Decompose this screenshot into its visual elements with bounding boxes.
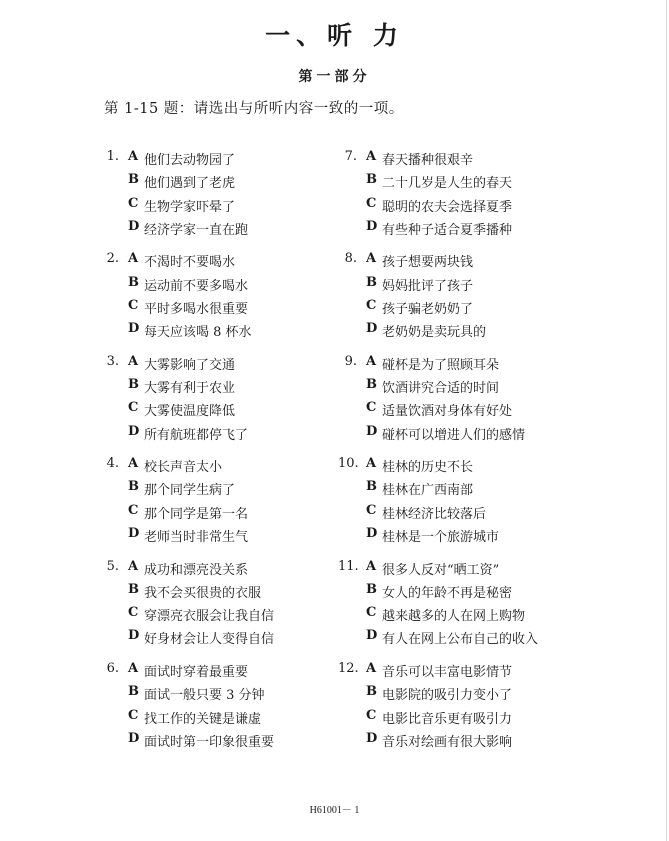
option-letter: D: [128, 526, 140, 542]
option-letter: C: [366, 195, 377, 211]
option-text: 面试时穿着最重要: [144, 664, 249, 680]
option-text: 面试时第一印象很重要: [144, 734, 275, 750]
option-text: 春天播种很艰辛: [382, 153, 474, 168]
option-letter: D: [366, 526, 378, 542]
question-item: [338, 559, 598, 661]
option-letter: A: [366, 660, 377, 676]
option-text: 我不会买很贵的衣服: [144, 585, 262, 601]
option-text: 很多人反对“晒工资”: [382, 562, 500, 578]
option-letter: D: [128, 730, 140, 746]
option-text: 大雾有利于农业: [144, 381, 236, 397]
questions-left-column: [100, 149, 360, 763]
question-item: [338, 661, 598, 763]
option-text: 生物学家吓晕了: [144, 199, 236, 215]
option-letter: A: [366, 149, 377, 164]
option-letter: B: [128, 479, 139, 495]
option-letter: B: [366, 377, 377, 393]
option-letter: D: [128, 218, 140, 234]
question-item: [100, 559, 360, 661]
instruction-text: 第 1-15 题：请选出与所听内容一致的一项。: [104, 101, 404, 117]
question-number: 8.: [344, 251, 357, 267]
option-letter: C: [128, 400, 139, 416]
option-letter: B: [128, 377, 139, 393]
option-letter: B: [366, 581, 377, 597]
question-number: 9.: [344, 353, 357, 369]
option-text: 他们遇到了老虎: [144, 176, 236, 192]
option-letter: C: [128, 502, 139, 518]
option-text: 碰杯可以增进人们的感情: [382, 427, 526, 443]
option-letter: D: [366, 423, 378, 439]
question-item: [100, 456, 360, 558]
option-text: 他们去动物园了: [144, 153, 236, 168]
question-number: 12.: [338, 660, 359, 676]
option-letter: B: [128, 172, 139, 188]
option-text: 大雾影响了交通: [144, 357, 236, 373]
option-text: 饮酒讲究合适的时间: [382, 381, 500, 397]
option-letter: B: [128, 274, 139, 290]
option-letter: D: [366, 628, 378, 644]
option-text: 不渴时不要喝水: [144, 255, 236, 271]
option-text: 音乐对绘画有很大影响: [382, 734, 513, 750]
question-number: 1.: [106, 149, 119, 164]
option-text: 越来越多的人在网上购物: [382, 609, 526, 625]
option-text: 二十几岁是人生的春天: [382, 176, 513, 192]
question-item: [338, 456, 598, 558]
option-text: 聪明的农夫会选择夏季: [382, 199, 513, 215]
option-letter: B: [366, 274, 377, 290]
option-text: 孩子想要两块钱: [382, 255, 474, 271]
question-number: 2.: [106, 251, 119, 267]
option-text: 每天应该喝 8 杯水: [144, 325, 252, 341]
option-letter: A: [128, 149, 139, 164]
question-number: 10.: [338, 456, 359, 472]
option-letter: C: [128, 605, 139, 621]
option-letter: D: [366, 218, 378, 234]
question-number: 5.: [106, 558, 119, 574]
option-text: 音乐可以丰富电影情节: [382, 664, 513, 680]
option-letter: C: [366, 707, 377, 723]
section-title: 一、听 力: [265, 21, 404, 50]
part-title: 第一部分: [298, 69, 371, 85]
option-text: 成功和漂亮没关系: [144, 562, 249, 578]
question-number: 6.: [106, 660, 119, 676]
option-letter: B: [366, 684, 377, 700]
question-item: [100, 149, 360, 251]
option-letter: D: [128, 321, 140, 337]
option-letter: D: [366, 730, 378, 746]
option-text: 找工作的关键是谦虚: [144, 711, 262, 727]
option-letter: C: [366, 297, 377, 313]
option-text: 电影院的吸引力变小了: [382, 688, 513, 704]
question-item: [338, 149, 598, 251]
option-text: 孩子骗老奶奶了: [382, 301, 474, 317]
question-item: [100, 661, 360, 763]
option-letter: A: [366, 353, 377, 369]
option-letter: C: [366, 400, 377, 416]
option-letter: C: [128, 195, 139, 211]
option-text: 电影比音乐更有吸引力: [382, 711, 513, 727]
question-number: 4.: [106, 456, 119, 472]
option-letter: A: [128, 558, 139, 574]
option-text: 校长声音太小: [144, 460, 223, 476]
questions-right-column: [338, 149, 598, 763]
option-letter: D: [128, 423, 140, 439]
question-item: [338, 251, 598, 353]
option-text: 好身材会让人变得自信: [144, 632, 275, 648]
option-letter: D: [128, 628, 140, 644]
option-letter: C: [366, 502, 377, 518]
page-footer: H61001－ 1: [309, 805, 360, 816]
option-text: 老奶奶是卖玩具的: [382, 325, 487, 341]
option-text: 运动前不要多喝水: [144, 278, 249, 294]
option-letter: B: [128, 581, 139, 597]
question-item: [100, 354, 360, 456]
option-letter: A: [128, 456, 139, 472]
option-text: 平时多喝水很重要: [144, 301, 249, 317]
option-letter: A: [128, 353, 139, 369]
option-text: 桂林是一个旅游城市: [382, 530, 500, 546]
option-text: 那个同学是第一名: [144, 506, 249, 522]
option-letter: A: [128, 660, 139, 676]
option-text: 老师当时非常生气: [144, 530, 249, 546]
option-text: 经济学家一直在跑: [144, 222, 249, 238]
option-text: 桂林在广西南部: [382, 483, 474, 499]
option-letter: C: [128, 707, 139, 723]
option-letter: B: [128, 684, 139, 700]
option-text: 有人在网上公布自己的收入: [382, 632, 539, 648]
option-text: 碰杯是为了照顾耳朵: [382, 357, 500, 373]
option-text: 适量饮酒对身体有好处: [382, 404, 513, 420]
option-text: 面试一般只要 3 分钟: [144, 688, 265, 704]
option-text: 女人的年龄不再是秘密: [382, 585, 513, 601]
option-letter: C: [366, 605, 377, 621]
question-item: [100, 251, 360, 353]
option-letter: C: [128, 297, 139, 313]
option-text: 那个同学生病了: [144, 483, 236, 499]
option-text: 有些种子适合夏季播种: [382, 222, 513, 238]
option-text: 穿漂亮衣服会让我自信: [144, 609, 275, 625]
option-text: 桂林的历史不长: [382, 460, 474, 476]
option-letter: A: [128, 251, 139, 267]
option-letter: B: [366, 172, 377, 188]
option-letter: A: [366, 456, 377, 472]
option-text: 桂林经济比较落后: [382, 506, 487, 522]
option-text: 大雾使温度降低: [144, 404, 236, 420]
option-text: 所有航班都停飞了: [144, 427, 249, 443]
option-text: 妈妈批评了孩子: [382, 278, 474, 294]
question-number: 11.: [338, 558, 359, 574]
option-letter: D: [366, 321, 378, 337]
question-item: [338, 354, 598, 456]
option-letter: A: [366, 251, 377, 267]
question-number: 3.: [106, 353, 119, 369]
option-letter: A: [366, 558, 377, 574]
option-letter: B: [366, 479, 377, 495]
question-number: 7.: [344, 149, 357, 164]
